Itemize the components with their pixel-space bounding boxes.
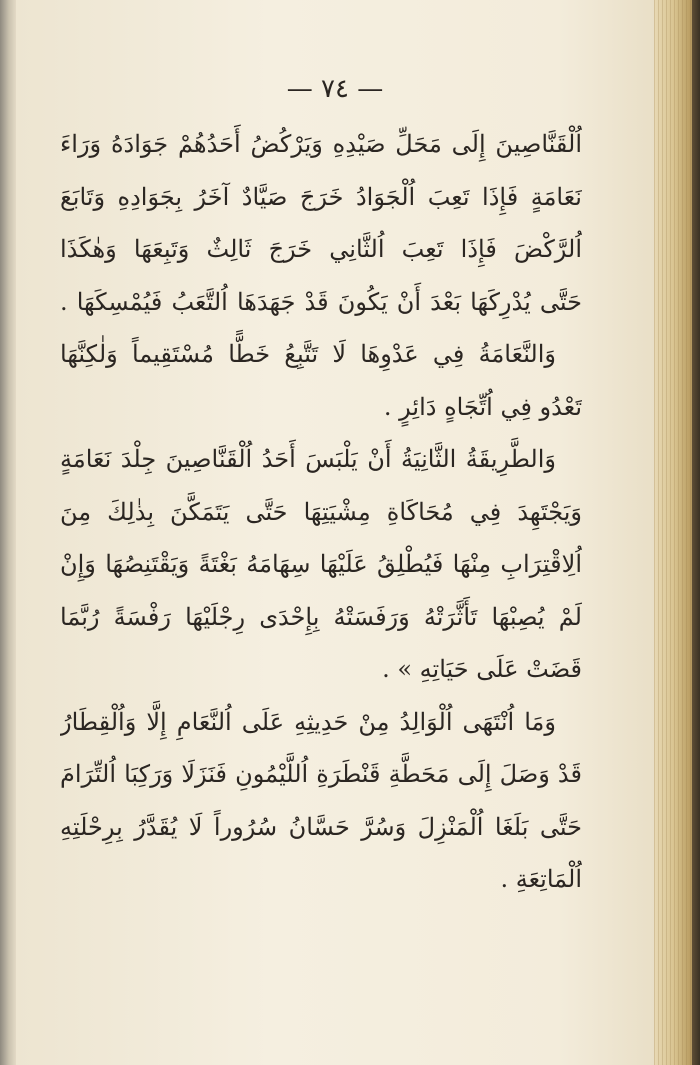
text-line: اُلرَّكْضَ فَإِذَا تَعِبَ اُلثَّانِي خَرَجَ ثَالِثٌ وَتَبِعَهَا وَهٰكَذَا — [60, 235, 582, 263]
text-line: قَدْ وَصَلَ إِلَى مَحَطَّةِ قَنْطَرَةِ اُللَّيْمُونِ فَنَزَلَا وَرَكِبَا اُلتِّرَامَ — [60, 760, 582, 788]
paragraph-end-line: اُلْمَاتِعَةِ . — [500, 865, 582, 893]
text-line: حَتَّى يُدْرِكَهَا بَعْدَ أَنْ يَكُونَ قَدْ جَهَدَهَا اُلتَّعَبُ فَيُمْسِكَهَا . — [60, 287, 582, 316]
paragraph-start-line: وَمَا اُنْتَهَى اُلْوَالِدُ مِنْ حَدِيثِهِ عَلَى اُلنَّعَامِ إِلَّا وَاُلْقِطَارُ — [60, 707, 556, 736]
page-number: — ٧٤ — — [286, 74, 384, 104]
text-line: اُلْقَنَّاصِينَ إِلَى مَحَلِّ صَيْدِهِ وَيَرْكُضُ أَحَدُهُمْ جَوَادَهُ وَرَاءَ — [60, 130, 582, 158]
paragraph-end-line: تَعْدُو فِي اُتِّجَاهٍ دَائِرٍ . — [383, 392, 582, 421]
text-line: نَعَامَةٍ فَإِذَا تَعِبَ اُلْجَوَادُ خَرَجَ صَيَّادٌ آخَرُ بِجَوَادِهِ وَتَابَعَ — [60, 182, 582, 211]
text-line: لَمْ يُصِبْهَا تَأَثَّرَتْهُ وَرَفَسَتْهُ بِإِحْدَى رِجْلَيْهَا رَفْسَةً رُبَّمَا — [60, 602, 582, 631]
text-line: وَيَجْتَهِدَ فِي مُحَاكَاةِ مِشْيَتِهَا حَتَّى يَتَمَكَّنَ بِذٰلِكَ مِنَ — [60, 497, 582, 526]
text-line: اُلِاقْتِرَابِ مِنْهَا فَيُطْلِقُ عَلَيْهَا سِهَامَهُ بَغْتَةً وَيَقْتَنِصُهَا وَإِنْ — [60, 550, 582, 578]
paragraph-start-line: وَالنَّعَامَةُ فِي عَدْوِهَا لَا تَتَّبِعُ خَطًّا مُسْتَقِيماً وَلٰكِنَّهَا — [60, 340, 557, 368]
book-binding-shadow — [0, 0, 16, 1065]
text-line: حَتَّى بَلَغَا اُلْمَنْزِلَ وَسُرَّ حَسَّانُ سُرُوراً لَا يُقَدَّرُ بِرِحْلَتِهِ — [60, 812, 582, 841]
book-cover-edge — [692, 0, 700, 1065]
paragraph-start-line: وَالطَّرِيقَةُ الثَّانِيَةُ أَنْ يَلْبَسَ أَحَدُ اُلْقَنَّاصِينَ جِلْدَ نَعَامَةٍ — [60, 445, 556, 473]
paragraph-end-line: قَضَتْ عَلَى حَيَاتِهِ » . — [382, 655, 582, 683]
body-text — [60, 118, 582, 906]
